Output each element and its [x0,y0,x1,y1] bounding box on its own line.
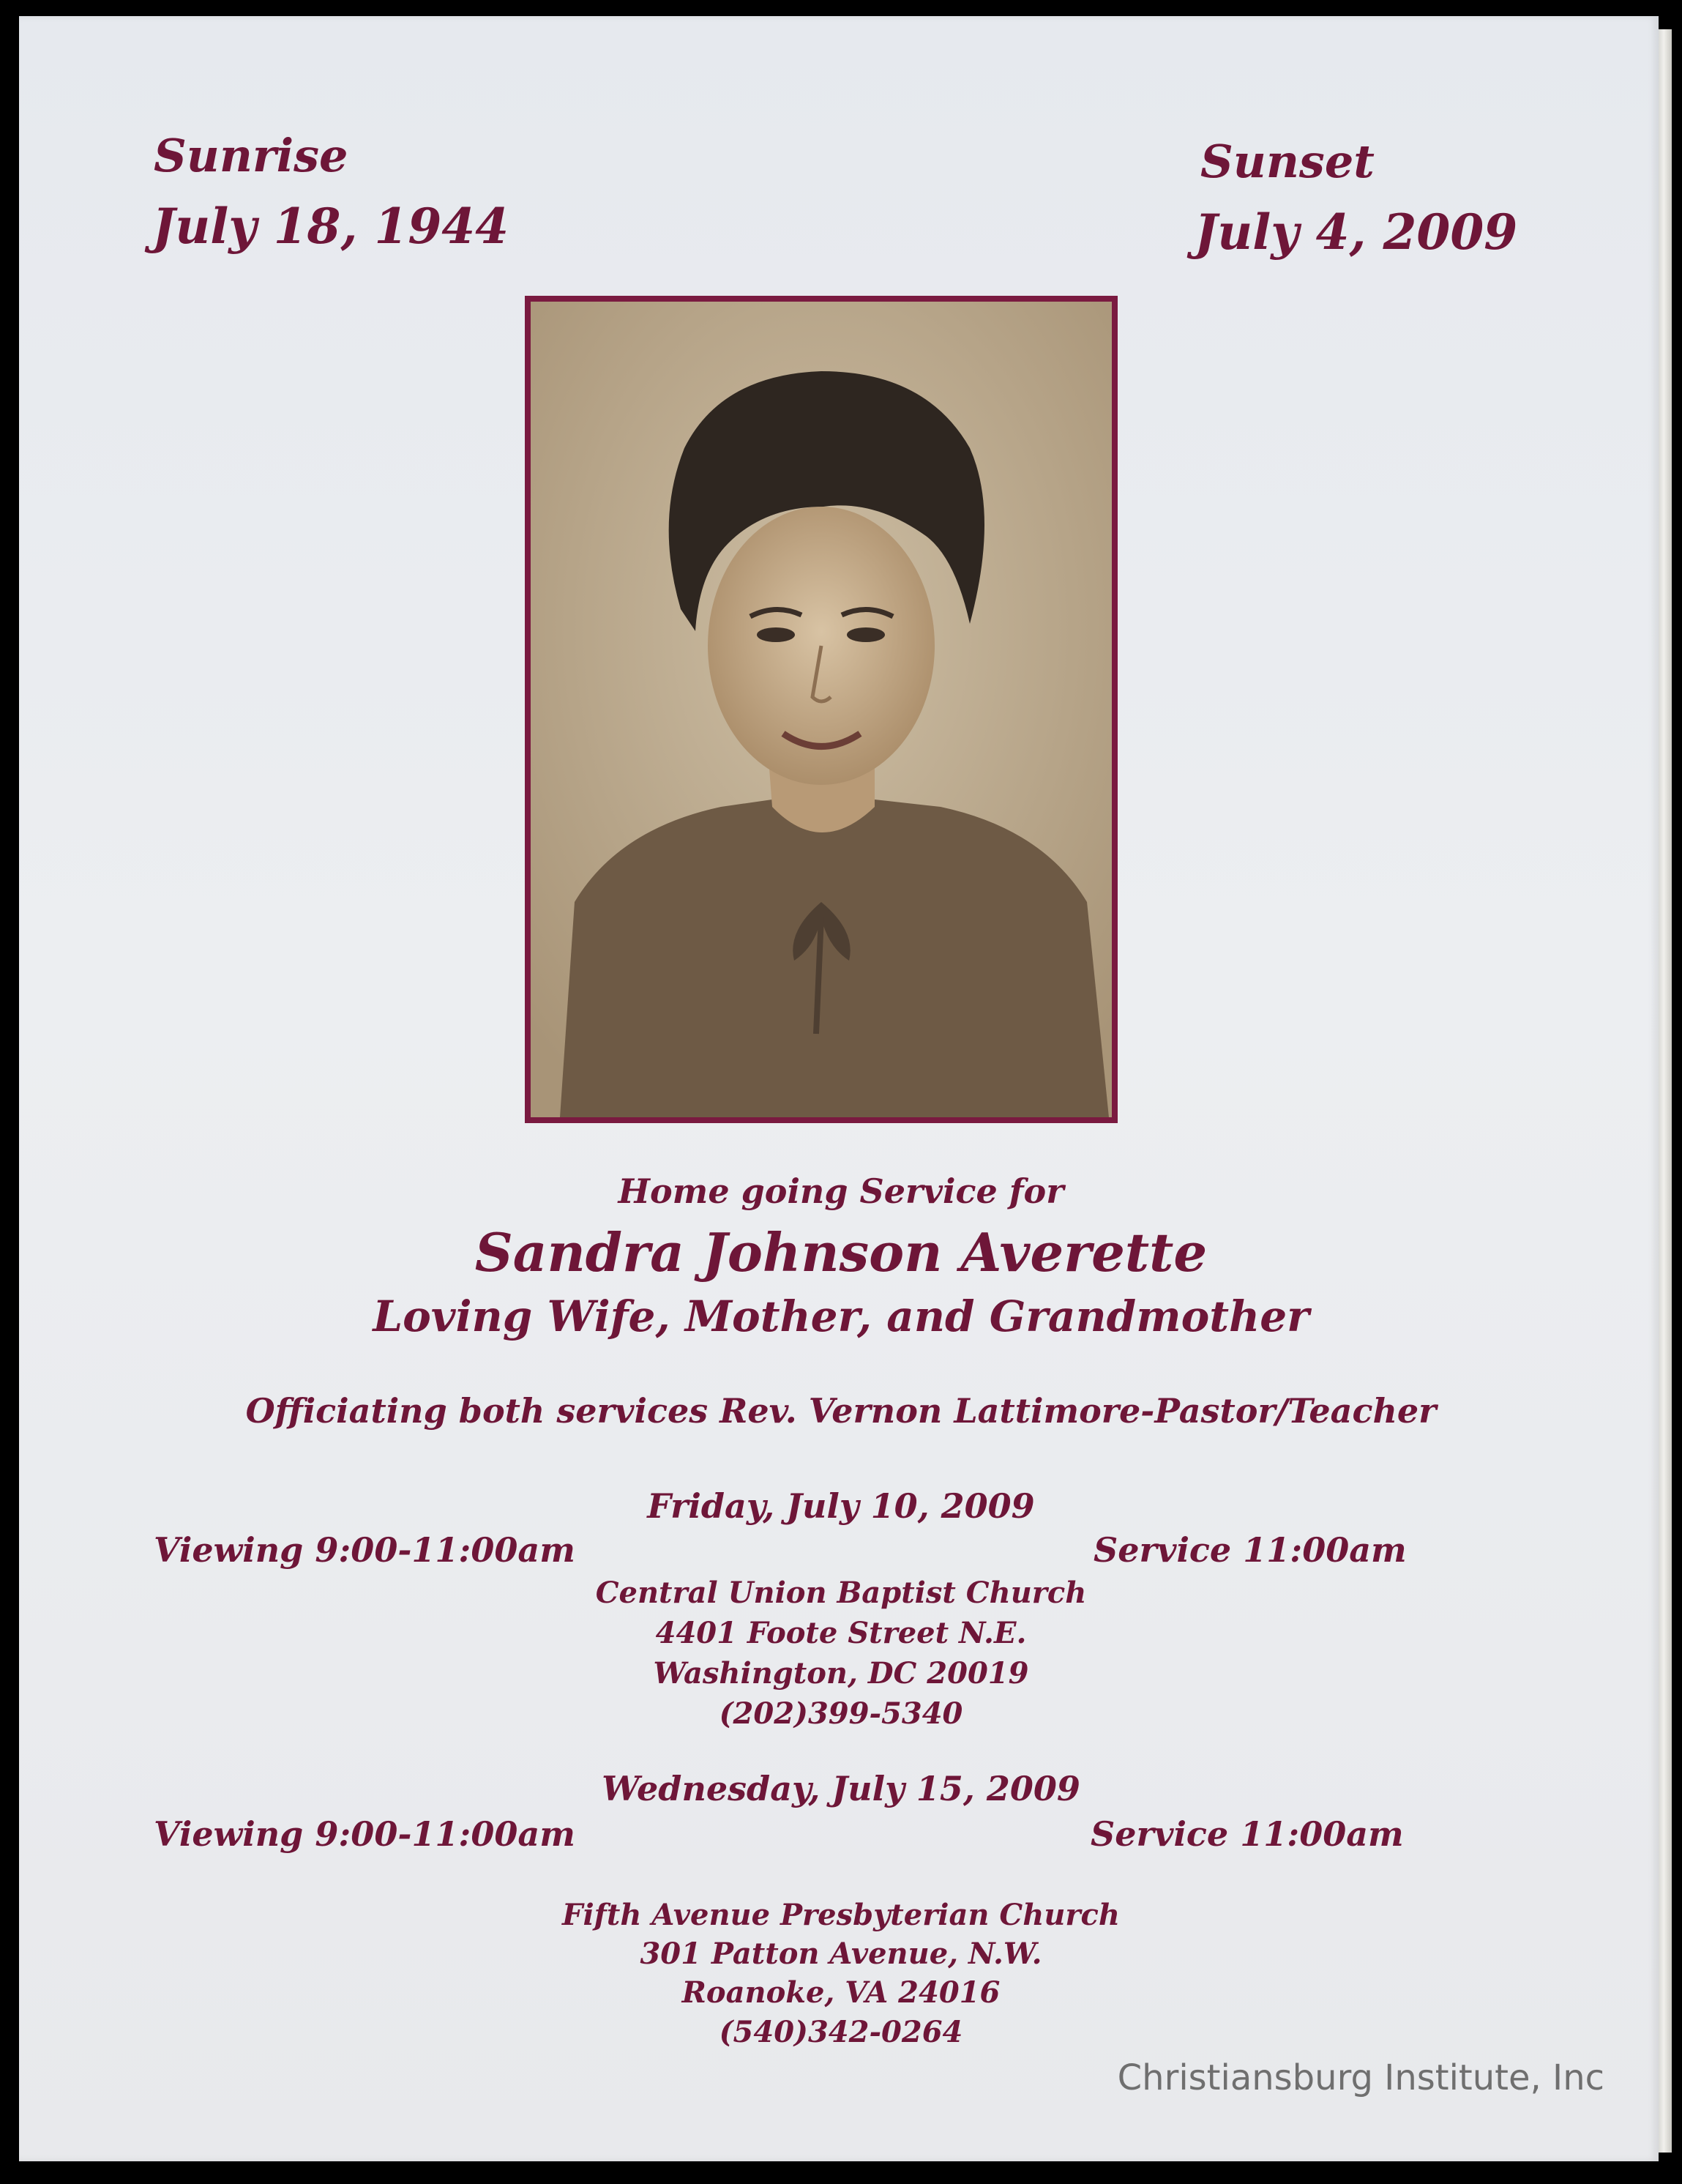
service-1-church: Central Union Baptist Church [595,1576,1087,1610]
watermark: Christiansburg Institute, Inc [1117,2057,1604,2098]
portrait-photo [531,302,1112,1117]
service-2-phone: (540)342-0264 [719,2015,963,2049]
portrait-illustration [531,302,1112,1117]
service-1-street: 4401 Foote Street N.E. [655,1616,1027,1650]
service-1-time: Service 11:00am [1094,1530,1407,1570]
service-2-viewing: Viewing 9:00-11:00am [154,1814,575,1854]
service-2-church: Fifth Avenue Presbyterian Church [562,1898,1120,1932]
service-2-street: 301 Patton Avenue, N.W. [640,1937,1042,1971]
officiant-text: Officiating both services Rev. Vernon Lattimore-Pastor/Teacher [245,1391,1437,1431]
page-edge [1659,29,1672,2153]
service-2-day: Wednesday, July 15, 2009 [602,1769,1080,1808]
intro-text: Home going Service for [618,1171,1064,1211]
service-2-city: Roanoke, VA 24016 [681,1975,1001,2010]
service-1-viewing: Viewing 9:00-11:00am [154,1530,575,1570]
sunrise-date: July 18, 1944 [152,198,509,255]
sunrise-label: Sunrise [154,129,348,182]
service-2-time: Service 11:00am [1091,1814,1404,1854]
service-1-day: Friday, July 10, 2009 [647,1486,1035,1526]
sunset-label: Sunset [1200,135,1375,188]
portrait-frame [525,296,1118,1123]
deceased-name: Sandra Johnson Averette [474,1221,1208,1283]
sunset-date: July 4, 2009 [1195,204,1518,261]
tagline: Loving Wife, Mother, and Grandmother [373,1292,1309,1341]
service-1-city: Washington, DC 20019 [653,1656,1029,1691]
service-1-phone: (202)399-5340 [719,1696,963,1731]
